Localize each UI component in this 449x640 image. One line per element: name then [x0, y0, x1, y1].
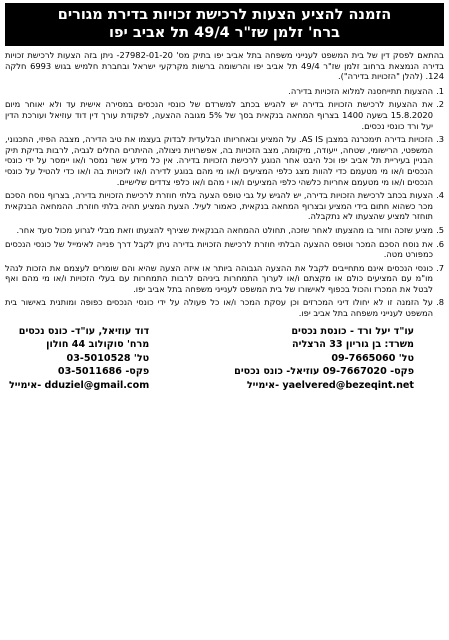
item-text: ההצעות תתייחסנה למלוא הזכויות בדירה. [288, 85, 433, 96]
item-number: 6. [436, 238, 444, 249]
signer-fax: פקס- 09-7667020 עוזיאל- כונס נכסים [234, 366, 414, 378]
list-item [5, 225, 444, 236]
item-text: הזכויות בדירה תימכרנה במצבן AS IS. על המציע ובאחריותו הבלעדית לבדוק בעצמו את טיב הדירה, מצבה הפיזי, התכנוני, המשפטי, הרישומי, שטחה, ייעודה, מיקומה, מצב הזכויות בה, אפשרויות ניצולה, ההיתרים החלים לגביה, לרבות בדיקת תיק הבניין בעיריית תל אביב יפו וכל היבט אחר הנוגע לרכישת הזכויות בדירה. אין כל מידע אשר נמסר ו/או יימסר על ידי כונסי הנכסים ו/או מי מטעמם כדי להוות מצג כלפי המציעים ו/או מי מהם בנוגע לדירה ו/או לזכויות בה ו/או כדי להטיל על כונסי הנכסים ו/או מי מטעמם אחריות כלשהי כלפי המציעים ו/או י מהם ו/או כלפי צדדים שלישיים. [5, 134, 433, 187]
list-item [5, 190, 444, 222]
item-number: 4. [436, 190, 444, 201]
item-number: 5. [436, 224, 444, 235]
item-number: 2. [436, 99, 444, 110]
item-number: 1. [436, 85, 444, 96]
signer-email: dduziel@gmail.com -אימייל [9, 379, 150, 391]
item-text: מציע שזכה וחזר בו מהצעתו לאחר שזכה, תחולט ההמחאה הבנקאית שצירף להצעתו וזאת מבלי לגרוע מכול סעד אחר. [16, 224, 433, 235]
item-number: 3. [436, 134, 444, 145]
signer-phone: טל' 09-7665060 [331, 352, 414, 364]
item-text: הצעות בכתב לרכישת הזכויות בדירה, יש להגיש על גבי טופס הצעה בלתי חוזרת לרכישת הזכויות בדירה, בצרוף נוסח הסכם מכר כשהוא חתום בידי המציע ובצרוף המחאה בנקאית, כאמור לעיל. הצעת המציע תהיה בלתי חוזרת. ההמחאה הבנקאית תוחזר למציע שהצעתו לא נתקבלה. [5, 190, 433, 222]
signer-address: משרד: בן גוריון 33 הרצליה [292, 339, 414, 351]
signer-name: עו"ד יעל ורד - כונסת נכסים [291, 325, 414, 337]
list-item [5, 263, 444, 295]
intro-paragraph: בהתאם לפסק דין של בית המשפט לענייני משפחה בתל אביב יפו בתיק מס' 27982-01-20- ניתן בזה הצעות לרכישת זכויות בדירה הנמצאת ברחוב זלמן שז"ר 49/4 תל אביב יפו והרשומה ברשות מקרקעי ישראל ובחברת חלמיש בגוש 6993 חלקה 124. (להלן "הזכויות בדירה"). [5, 50, 444, 82]
list-item [5, 99, 444, 131]
signer-address: מרח' סוקולוב 44 חולון [46, 339, 150, 351]
signature-block [5, 325, 444, 393]
notice-title-line-1: הזמנה להציע הצעות לרכישת זכויות בדירת מגורים [57, 7, 392, 23]
signer-name: דוד עוזיאל, עו"ד- כונס נכסים [18, 325, 150, 337]
item-number: 7. [436, 262, 444, 273]
signer-fax: פקס- 03-5011686 [57, 366, 150, 378]
item-number: 8. [436, 297, 444, 308]
item-text: כונסי הנכסים אינם מתחייבים לקבל את ההצעה הגבוהה ביותר או איזה הצעה שהיא והם שומרים לעצמם את הזכות לנהל מו"מ עם המציעים כולם או מקצתם ו/או לערוך התמחרות ביניהם לרבות התמחרות עם בעלי הזכויות ו/או מי מהם ואף לבטל את המכרז והכול בכפוף לאישורו של בית המשפט לענייני משפחה בתל אביב יפו. [5, 262, 433, 294]
signer-phone: טל' 03-5010528 [66, 352, 150, 364]
signer-email: yaelvered@bezeqint.net -אימייל [246, 379, 414, 391]
item-text: על הזמנה זו לא יחולו דיני המכרזים וכן עסקת המכר ו/או כל פעולה על ידי כונסי הנכסים כפופה ומותנית באישור בית המשפט לענייני משפחה בתל אביב יפו. [5, 297, 433, 319]
notice-title-line-2: ברח' זלמן שז"ר 49/4 תל אביב יפו [109, 25, 340, 41]
signature-david-uziel [9, 325, 149, 393]
list-item [5, 297, 444, 318]
signature-yael-vered [234, 325, 414, 393]
numbered-list [5, 86, 444, 319]
list-item [5, 134, 444, 187]
list-item [5, 86, 444, 97]
notice-header [5, 3, 444, 46]
item-text: את נוסח הסכם המכר וטופס ההצעה הבלתי חוזרת לרכישת הזכויות בדירה ניתן לקבל דרך פנייה לאימייל של כונסי הנכסים כמפורט מטה. [5, 238, 433, 260]
item-text: את ההצעות לרכישת הזכויות בדירה יש להגיש בכתב למשרדם של כונסי הנכסים במסירה אישית עד ולא יאוחר מיום 15.8.2020 בשעה 1400 בצרוף המחאה בנקאית בסך של 5% מגובה ההצעה, לפקודת עורך דין דוד עוזיאל ועורכת הדין יעל ורד כונסי נכסים. [5, 99, 433, 131]
list-item [5, 239, 444, 260]
